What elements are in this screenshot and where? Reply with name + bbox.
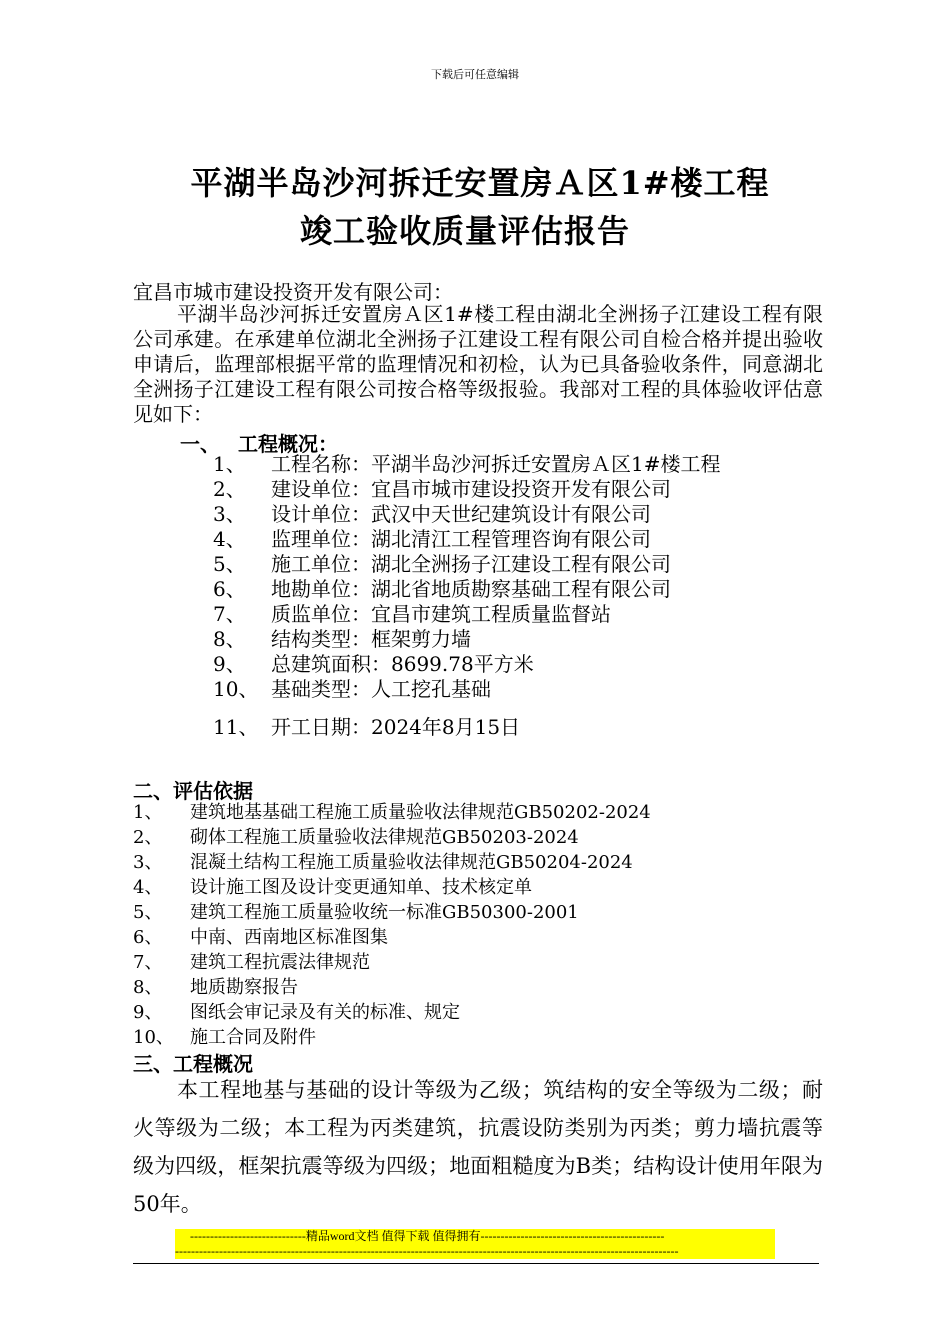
footer-banner: [175, 1229, 775, 1259]
item-number: 3、: [133, 852, 163, 873]
item-text: 施工合同及附件: [190, 1027, 316, 1048]
item-text: 图纸会审记录及有关的标准、规定: [190, 1002, 460, 1023]
overview-item: [213, 577, 720, 602]
overview-item: [213, 677, 720, 702]
item-text: 建筑工程施工质量验收统一标准GB50300-2001: [190, 902, 579, 923]
header-note: 下载后可任意编辑: [431, 68, 519, 81]
section2-heading: 二、评估依据: [133, 779, 253, 803]
item-number: 4、: [213, 527, 246, 551]
overview-list: [213, 452, 720, 702]
overview-item: [213, 602, 720, 627]
item-text: 开工日期：2024年8月15日: [271, 715, 521, 739]
item-text: 结构类型：框架剪力墙: [271, 627, 471, 651]
item-number: 8、: [213, 627, 246, 651]
item-text: 建设单位：宜昌市城市建设投资开发有限公司: [271, 477, 671, 501]
footer-rule: [133, 1263, 819, 1264]
item-text: 质监单位：宜昌市建筑工程质量监督站: [271, 602, 611, 626]
section1-number: 一、: [180, 432, 220, 456]
item-number: 6、: [213, 577, 246, 601]
basis-item: [133, 975, 651, 1000]
basis-item: [133, 900, 651, 925]
overview-item: [213, 627, 720, 652]
overview-item: [213, 502, 720, 527]
basis-item: [133, 800, 651, 825]
overview-item: [213, 552, 720, 577]
item-text: 建筑工程抗震法律规范: [190, 952, 370, 973]
item-text: 建筑地基基础工程施工质量验收法律规范GB50202-2024: [190, 802, 651, 823]
basis-item: [133, 950, 651, 975]
overview-item: [213, 527, 720, 552]
item-number: 1、: [213, 452, 246, 476]
section3-paragraph: 本工程地基与基础的设计等级为乙级；筑结构的安全等级为二级；耐火等级为二级；本工程为丙类建筑，抗震设防类别为丙类；剪力墙抗震等级为四级，框架抗震等级为四级；地面粗糙度为B类；结构设计使用年限为50年。: [133, 1078, 823, 1216]
item-text: 地质勘察报告: [190, 977, 298, 998]
item-number: 2、: [133, 827, 163, 848]
report-title-line1: 平湖半岛沙河拆迁安置房Ａ区1#楼工程: [190, 164, 770, 202]
basis-item: [133, 1000, 651, 1025]
item-number: 6、: [133, 927, 163, 948]
item-text: 总建筑面积：8699.78平方米: [271, 652, 534, 676]
item-text: 中南、西南地区标准图集: [190, 927, 388, 948]
addressee: 宜昌市城市建设投资开发有限公司：: [133, 280, 453, 304]
item-number: 7、: [213, 602, 246, 626]
overview-item: [213, 477, 720, 502]
basis-item: [133, 825, 651, 850]
item-text: 地勘单位：湖北省地质勘察基础工程有限公司: [271, 577, 671, 601]
basis-item: [133, 875, 651, 900]
item-number: 10、: [133, 1027, 174, 1048]
item-number: 11、: [213, 715, 259, 739]
item-number: 9、: [133, 1002, 163, 1023]
item-text: 基础类型：人工挖孔基础: [271, 677, 491, 701]
item-text: 监理单位：湖北清江工程管理咨询有限公司: [271, 527, 651, 551]
item-text: 砌体工程施工质量验收法律规范GB50203-2024: [190, 827, 579, 848]
item-number: 2、: [213, 477, 246, 501]
basis-item: [133, 850, 651, 875]
overview-item: [213, 452, 720, 477]
section1-title: 工程概况：: [238, 432, 338, 456]
basis-item: [133, 925, 651, 950]
item-number: 3、: [213, 502, 246, 526]
item-number: 10、: [213, 677, 259, 701]
item-number: 5、: [213, 552, 246, 576]
footer-banner-line2: ------------------------------------------------------------------------------------------------------------------------------: [175, 1244, 679, 1258]
basis-list: [133, 800, 651, 1050]
item-text: 设计单位：武汉中天世纪建筑设计有限公司: [271, 502, 651, 526]
item-number: 1、: [133, 802, 163, 823]
item-text: 混凝土结构工程施工质量验收法律规范GB50204-2024: [190, 852, 633, 873]
item-text: 工程名称：平湖半岛沙河拆迁安置房Ａ区1#楼工程: [271, 452, 721, 476]
section3-heading: 三、工程概况: [133, 1052, 253, 1076]
overview-item-start-date: [213, 711, 520, 740]
item-text: 设计施工图及设计变更通知单、技术核定单: [190, 877, 532, 898]
item-number: 4、: [133, 877, 163, 898]
item-number: 8、: [133, 977, 163, 998]
item-number: 5、: [133, 902, 163, 923]
item-text: 施工单位：湖北全洲扬子江建设工程有限公司: [271, 552, 671, 576]
intro-paragraph: 平湖半岛沙河拆迁安置房Ａ区1#楼工程由湖北全洲扬子江建设工程有限公司承建。在承建单位湖北全洲扬子江建设工程有限公司自检合格并提出验收申请后，监理部根据平常的监理情况和初检，认为已具备验收条件，同意湖北全洲扬子江建设工程有限公司按合格等级报验。我部对工程的具体验收评估意见如下：: [133, 302, 823, 426]
basis-item: [133, 1025, 651, 1050]
item-number: 9、: [213, 652, 246, 676]
footer-banner-line1: -----------------------------精品word文档 值得下载 值得拥有----------------------------------------------: [190, 1229, 665, 1243]
overview-item: [213, 652, 720, 677]
item-number: 7、: [133, 952, 163, 973]
report-title-line2: 竣工验收质量评估报告: [299, 212, 630, 250]
